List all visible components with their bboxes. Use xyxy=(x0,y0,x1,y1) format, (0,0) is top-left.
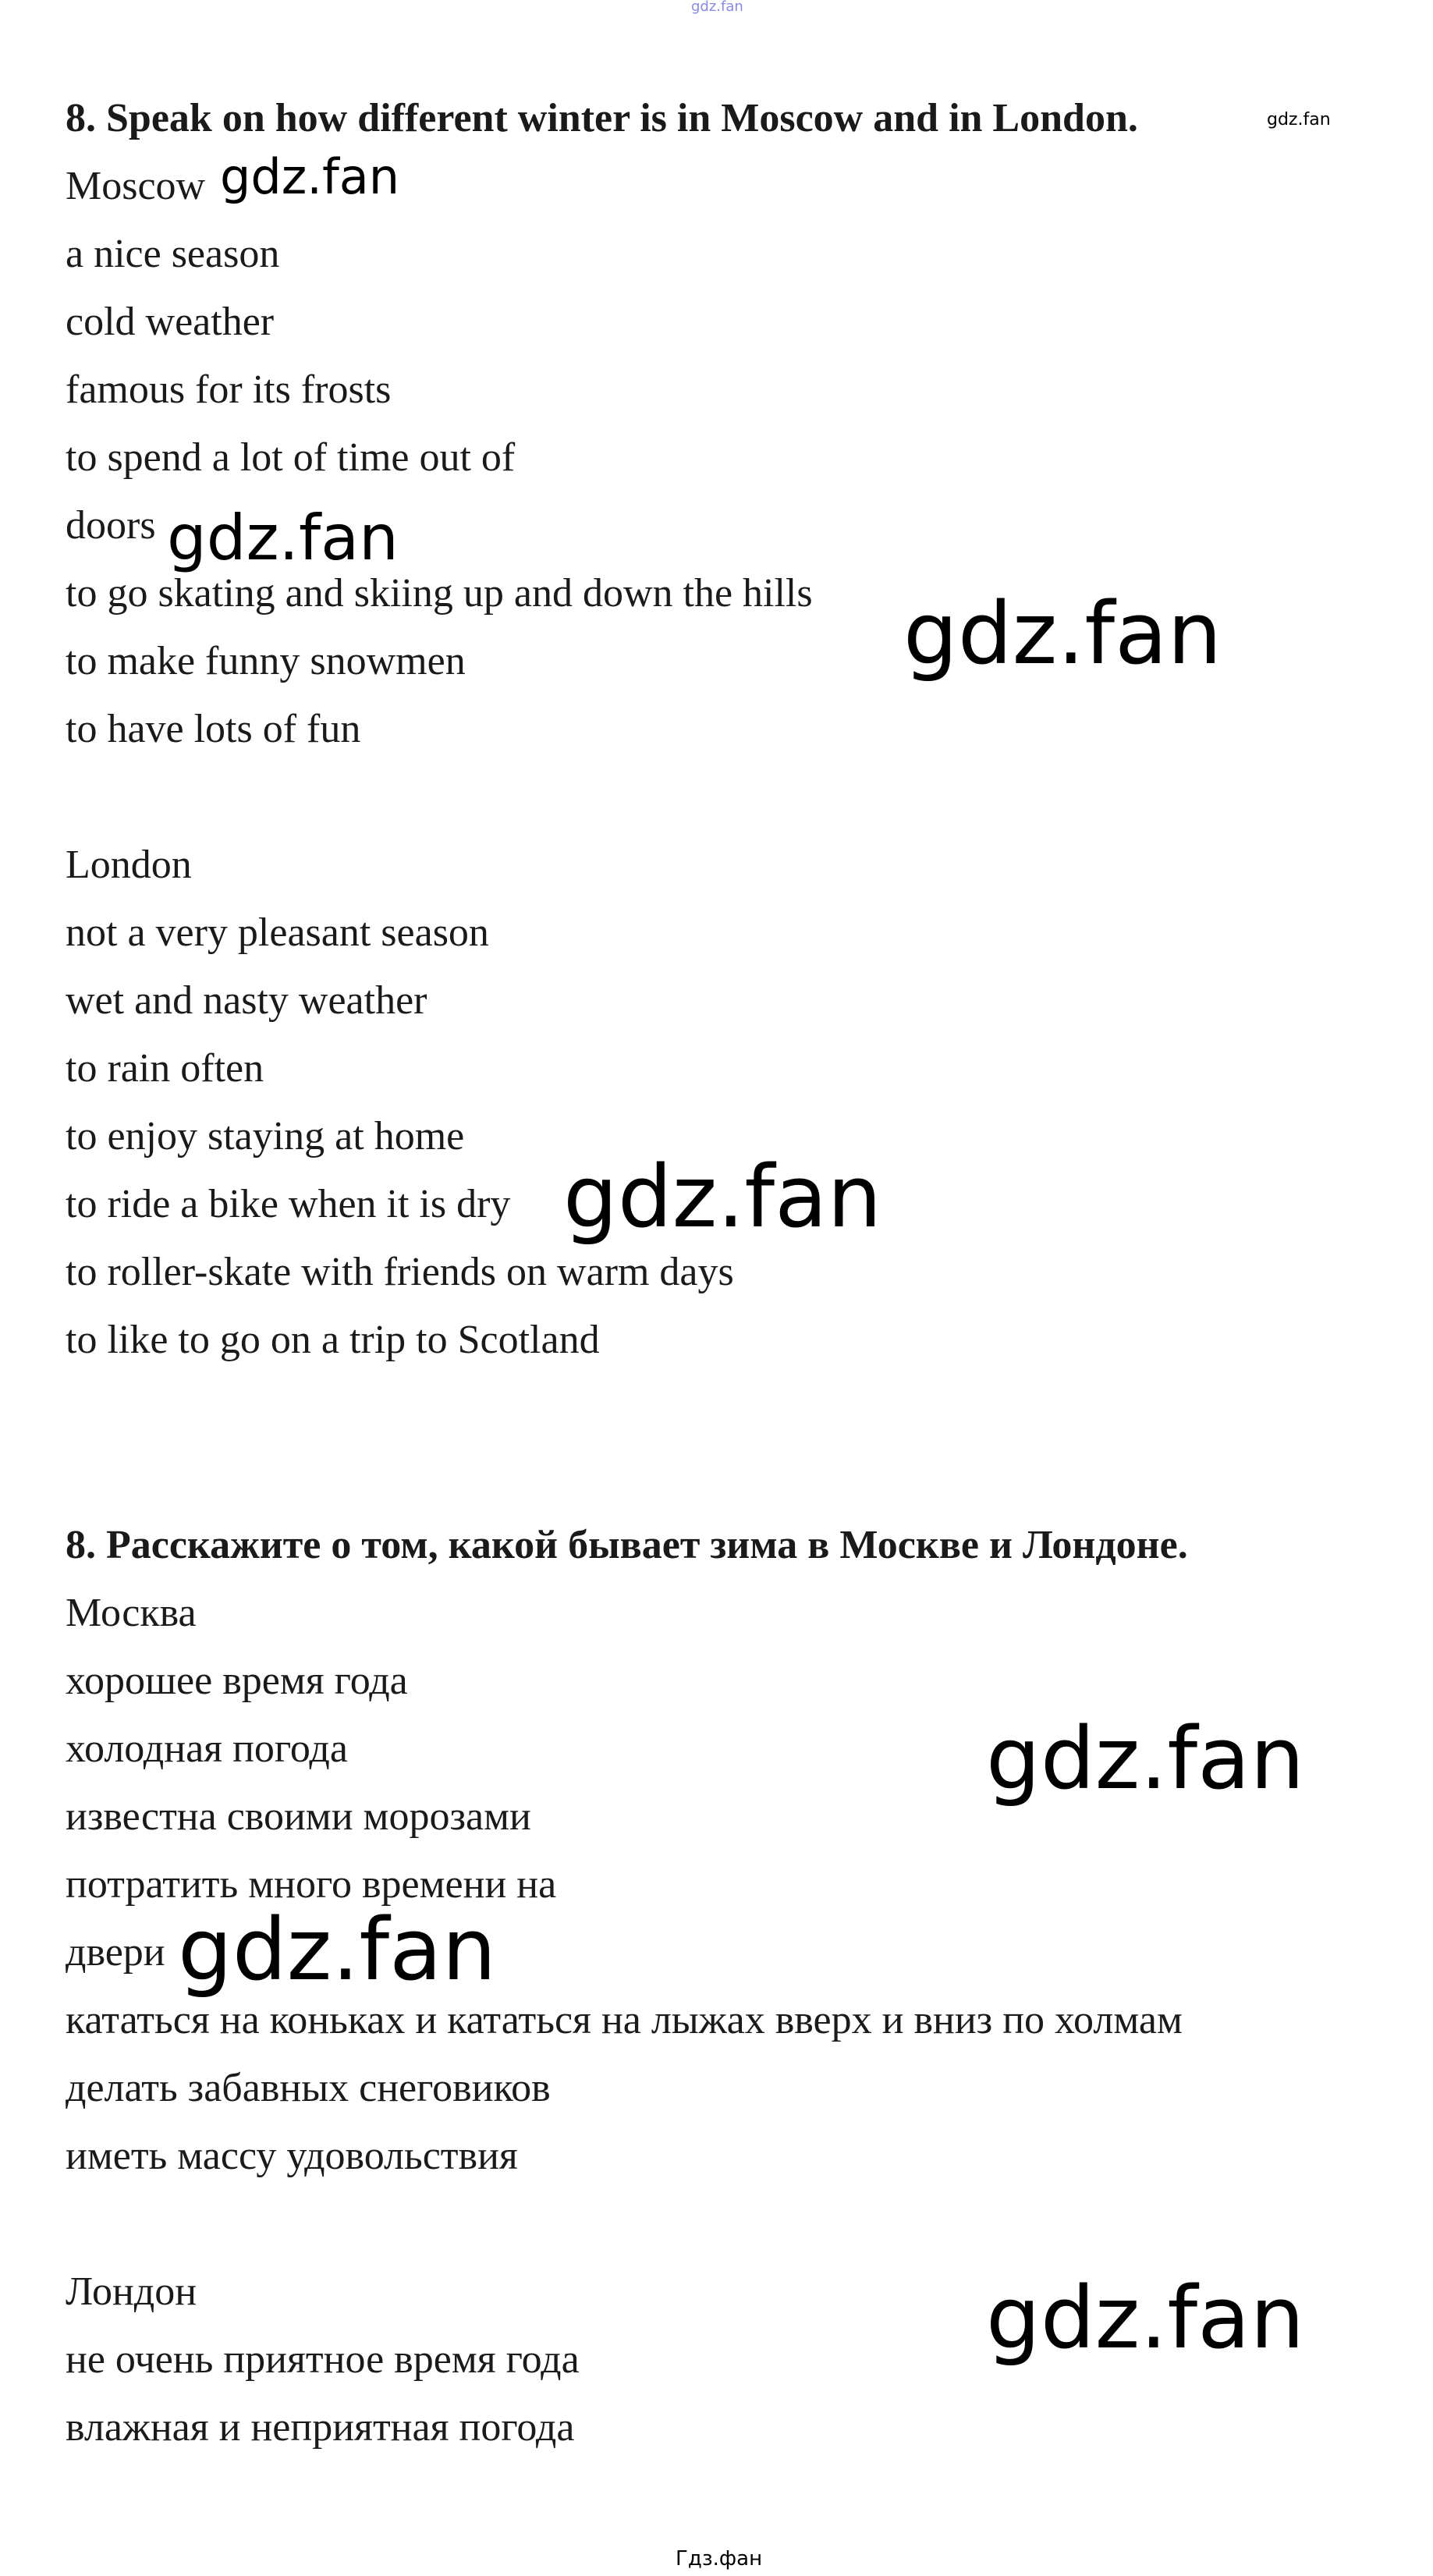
list-item: влажная и неприятная погода xyxy=(66,2405,575,2450)
list-item: холодная погода xyxy=(66,1726,348,1771)
list-item: not a very pleasant season xyxy=(66,910,489,955)
watermark-ru-london: gdz.fan xyxy=(986,2268,1305,2368)
watermark-hills: gdz.fan xyxy=(903,584,1222,683)
list-item: кататься на коньках и кататься на лыжах вверх и вниз по холмам xyxy=(66,1998,1183,2042)
list-item: to ride a bike when it is dry xyxy=(66,1182,511,1226)
moscow-title: Moscow xyxy=(66,164,206,208)
list-item: двери xyxy=(66,1930,165,1975)
list-item: известна своими морозами xyxy=(66,1794,531,1839)
watermark-ru-weather: gdz.fan xyxy=(986,1708,1305,1808)
list-item: потратить много времени на xyxy=(66,1862,557,1907)
list-item: иметь массу удовольствия xyxy=(66,2134,518,2178)
watermark-doors: gdz.fan xyxy=(167,502,399,574)
list-item: to roller-skate with friends on warm days xyxy=(66,1250,734,1294)
list-item: famous for its frosts xyxy=(66,367,392,412)
list-item: cold weather xyxy=(66,300,275,344)
list-item: не очень приятное время года xyxy=(66,2337,580,2382)
london-title-ru: Лондон xyxy=(66,2269,197,2314)
watermark-dry: gdz.fan xyxy=(563,1147,882,1247)
list-item: a nice season xyxy=(66,232,280,276)
list-item: to make funny snowmen xyxy=(66,639,466,683)
list-item: to go skating and skiing up and down the hills xyxy=(66,571,813,616)
list-item: to have lots of fun xyxy=(66,707,361,751)
watermark-small: gdz.fan xyxy=(1267,110,1331,130)
list-item: to enjoy staying at home xyxy=(66,1114,465,1158)
english-heading: 8. Speak on how different winter is in Moscow and in London. xyxy=(66,96,1138,140)
list-item: doors xyxy=(66,503,156,548)
russian-heading: 8. Расскажите о том, какой бывает зима в Москве и Лондоне. xyxy=(66,1523,1188,1567)
watermark-top: gdz.fan xyxy=(691,0,743,15)
list-item: делать забавных снеговиков xyxy=(66,2066,551,2110)
watermark-bottom: Гдз.фан xyxy=(676,2547,763,2571)
watermark-ru-doors: gdz.fan xyxy=(178,1900,497,1999)
list-item: to like to go on a trip to Scotland xyxy=(66,1318,600,1362)
list-item: to spend a lot of time out of xyxy=(66,435,516,480)
list-item: хорошее время года xyxy=(66,1659,408,1703)
moscow-title-ru: Москва xyxy=(66,1591,197,1635)
list-item: to rain often xyxy=(66,1046,264,1091)
london-title: London xyxy=(66,843,192,887)
list-item: wet and nasty weather xyxy=(66,978,427,1023)
watermark-moscow: gdz.fan xyxy=(220,148,400,205)
